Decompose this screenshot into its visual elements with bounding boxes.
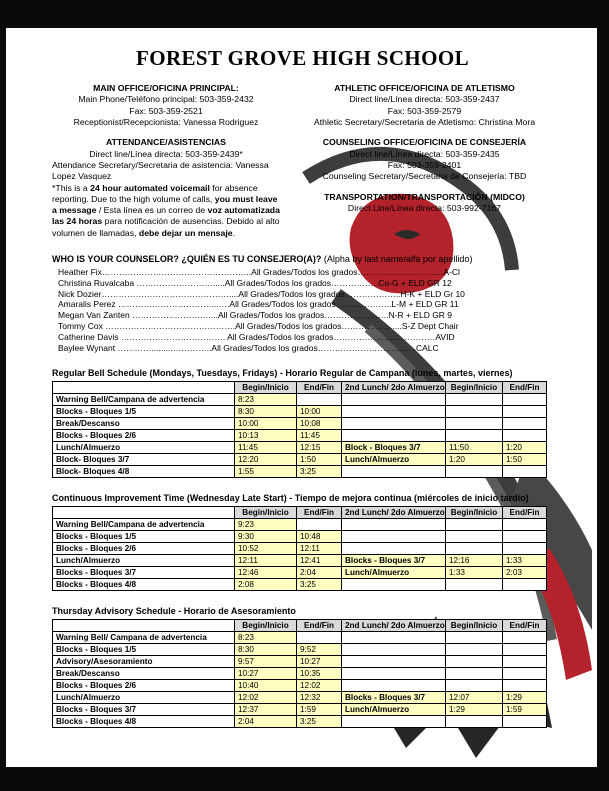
counselor-row: Heather Fix……………………………………………..All Grades/Todos los grados………………………....A-Cl — [58, 267, 460, 278]
attendance-note — [52, 183, 280, 240]
schedule-row-label: Blocks - Bloques 2/6 — [53, 680, 235, 692]
schedule-header-cell — [53, 620, 235, 632]
schedule-row-label: Blocks - Bloques 3/7 — [53, 567, 235, 579]
schedule-time-cell: 9:23 — [235, 519, 297, 531]
schedule-time-cell — [503, 644, 547, 656]
schedule-second-lunch-label — [342, 656, 446, 668]
attendance-note-segment: voz automatizada las 24 horas — [52, 205, 280, 227]
schedule-header-cell: 2nd Lunch/ 2do Almuerzo — [342, 620, 446, 632]
schedule-row — [53, 430, 547, 442]
schedule-row-label: Block- Bloques 3/7 — [53, 454, 235, 466]
schedule-time-cell — [503, 543, 547, 555]
schedule-time-cell: 1:50 — [297, 454, 342, 466]
schedule-second-lunch-label — [342, 430, 446, 442]
schedule-table — [52, 506, 547, 591]
schedule-time-cell — [503, 406, 547, 418]
schedule-time-cell: 12:11 — [297, 543, 342, 555]
schedule-time-cell: 1:29 — [503, 692, 547, 704]
schedule-row-label: Blocks - Bloques 1/5 — [53, 406, 235, 418]
schedule-header-row — [53, 620, 547, 632]
schedule-time-cell — [446, 632, 503, 644]
schedule-time-cell: 10:00 — [235, 418, 297, 430]
schedule-second-lunch-label: Lunch/Almuerzo — [342, 454, 446, 466]
schedule-time-cell — [446, 466, 503, 478]
schedule-row-label: Blocks - Bloques 1/5 — [53, 531, 235, 543]
counselor-row: Megan Van Zanten ………………………....All Grades/Todos los grados…………………..N-R + ELD GR 9 — [58, 310, 453, 321]
office-info-line: Receptionist/Recepcionista: Vanessa Rodriguez — [73, 116, 259, 127]
schedule-header-cell: End/Fin — [297, 507, 342, 519]
office-info-line: Direct line/Línea directa: 503-359-2437 — [349, 94, 500, 105]
office-info-line: Fax: 503-359-2521 — [129, 105, 203, 116]
schedule-time-cell: 10:13 — [235, 430, 297, 442]
office-info-line: Direct line/Línea directa: 503-359-2435 — [349, 148, 500, 159]
document-content — [6, 28, 597, 728]
schedule-second-lunch-label — [342, 394, 446, 406]
counselor-row: Tommy Cox ……………………………………….All Grades/Todos los grados………………....S-Z Dept Chair — [58, 320, 459, 331]
schedule-time-cell — [446, 668, 503, 680]
attendance-block — [52, 137, 280, 239]
office-column-left — [52, 83, 280, 248]
schedule-header-cell: End/Fin — [297, 620, 342, 632]
schedule-time-cell — [297, 394, 342, 406]
schedule-time-cell: 1:20 — [446, 454, 503, 466]
schedule-row-label: Blocks - Bloques 3/7 — [53, 704, 235, 716]
schedule-header-cell: End/Fin — [503, 382, 547, 394]
schedule-time-cell — [446, 406, 503, 418]
schedule-time-cell: 2:08 — [235, 579, 297, 591]
schedule-time-cell: 10:48 — [297, 531, 342, 543]
schedule-time-cell — [503, 656, 547, 668]
schedule-time-cell — [503, 519, 547, 531]
counselor-row: Baylee Wynant ………….........…………..All Grades/Todos los grados……………………………..CALC — [58, 342, 439, 353]
schedule-time-cell: 10:40 — [235, 680, 297, 692]
schedule-second-lunch-label — [342, 418, 446, 430]
schedule-section — [52, 606, 553, 728]
transportation-block — [296, 192, 553, 215]
schedule-row-label: Blocks - Bloques 2/6 — [53, 430, 235, 442]
transportation-lines — [296, 203, 553, 214]
attendance-heading: ATTENDANCE/ASISTENCIAS — [105, 137, 226, 148]
schedule-row-label: Advisory/Asesoramiento — [53, 656, 235, 668]
schedule-time-cell: 8:23 — [235, 394, 297, 406]
office-info-line: Direct Line/Línea directa: 503-992-7167 — [347, 202, 502, 213]
schedule-header-row — [53, 507, 547, 519]
schedule-table — [52, 381, 547, 478]
schedule-row — [53, 656, 547, 668]
schedule-time-cell — [297, 519, 342, 531]
schedule-row-label: Blocks - Bloques 2/6 — [53, 543, 235, 555]
schedule-row — [53, 442, 547, 454]
attendance-direct-line: Direct line/Línea directa: 503-359-2439* — [89, 148, 243, 159]
schedule-row — [53, 531, 547, 543]
counselor-section — [52, 254, 553, 353]
office-columns — [52, 83, 553, 248]
schedule-header-cell: Begin/Inicio — [446, 382, 503, 394]
schedule-row-label: Lunch/Almuerzo — [53, 692, 235, 704]
schedule-second-lunch-label — [342, 579, 446, 591]
schedule-time-cell — [503, 394, 547, 406]
office-info-line: Athletic Secretary/Secretaria de Atletismo: Christina Mora — [313, 116, 536, 127]
office-column-right — [296, 83, 553, 248]
schedule-section — [52, 368, 553, 478]
schedule-row — [53, 668, 547, 680]
schedule-second-lunch-label: Blocks - Bloques 3/7 — [342, 555, 446, 567]
schedule-time-cell — [503, 668, 547, 680]
schedule-second-lunch-label — [342, 644, 446, 656]
schedule-title: Regular Bell Schedule (Mondays, Tuesdays, Fridays) - Horario Regular de Campana (lunes, martes, viernes) — [52, 368, 513, 379]
schedule-row-label: Lunch/Almuerzo — [53, 442, 235, 454]
schedule-time-cell: 12:46 — [235, 567, 297, 579]
attendance-note-segment: para notificación de ausencias. Debido al alto volumen de llamadas, — [52, 216, 280, 238]
office-info-line: Main Phone/Teléfono principal: 503-359-2432 — [78, 94, 254, 105]
main-office-heading: MAIN OFFICE/OFICINA PRINCIPAL: — [93, 83, 239, 93]
attendance-note-segment: you must leave a message — [52, 193, 278, 216]
schedule-time-cell — [446, 543, 503, 555]
schedule-time-cell: 1:59 — [297, 704, 342, 716]
schedule-time-cell: 1:59 — [503, 704, 547, 716]
schedule-title: Continuous Improvement Time (Wednesday Late Start) - Tiempo de mejora continua (miércoles de inicio tardío) — [52, 493, 529, 504]
schedule-header-cell — [53, 507, 235, 519]
schedule-time-cell — [503, 716, 547, 728]
counselor-row: Catherine Davis ………………………………. All Grades/Todos los grados………………………………AVID — [58, 331, 455, 342]
schedule-second-lunch-label — [342, 680, 446, 692]
schedule-time-cell — [503, 430, 547, 442]
schedule-time-cell: 12:15 — [297, 442, 342, 454]
schedule-time-cell — [503, 466, 547, 478]
schedule-row-label: Lunch/Almuerzo — [53, 555, 235, 567]
athletic-office-heading: ATHLETIC OFFICE/OFICINA DE ATLETISMO — [334, 83, 515, 93]
schedule-time-cell — [446, 394, 503, 406]
schedule-row-label: Blocks - Bloques 4/8 — [53, 579, 235, 591]
schedule-time-cell: 8:30 — [235, 406, 297, 418]
schedule-header-cell: End/Fin — [297, 382, 342, 394]
schedule-time-cell: 10:35 — [297, 668, 342, 680]
schedule-time-cell: 12:07 — [446, 692, 503, 704]
schedule-row — [53, 692, 547, 704]
schedule-time-cell: 3:25 — [297, 716, 342, 728]
schedule-row — [53, 418, 547, 430]
schedule-time-cell: 9:52 — [297, 644, 342, 656]
schedule-row — [53, 680, 547, 692]
schedule-row-label: Block- Bloques 4/8 — [53, 466, 235, 478]
schedule-row — [53, 644, 547, 656]
schedule-time-cell: 1:50 — [503, 454, 547, 466]
schedule-time-cell: 2:04 — [297, 567, 342, 579]
schedule-second-lunch-label — [342, 466, 446, 478]
schedule-time-cell — [503, 418, 547, 430]
schedule-time-cell: 1:33 — [446, 567, 503, 579]
schedule-second-lunch-label: Blocks - Bloques 3/7 — [342, 692, 446, 704]
schedule-time-cell: 2:04 — [235, 716, 297, 728]
schedule-time-cell — [503, 579, 547, 591]
schedule-time-cell — [446, 680, 503, 692]
schedule-time-cell — [446, 656, 503, 668]
schedule-row — [53, 466, 547, 478]
schedule-time-cell: 10:00 — [297, 406, 342, 418]
schedule-row-label: Warning Bell/Campana de advertencia — [53, 519, 235, 531]
schedule-second-lunch-label — [342, 668, 446, 680]
schedule-time-cell — [446, 430, 503, 442]
schedule-header-cell: Begin/Inicio — [446, 620, 503, 632]
counseling-office-lines — [296, 149, 553, 183]
office-info-line: Counseling Secretary/Secretaria de Consejería: TBD — [322, 171, 527, 182]
schedule-time-cell: 12:41 — [297, 555, 342, 567]
schedule-row-label: Blocks - Bloques 1/5 — [53, 644, 235, 656]
schedule-time-cell: 9:30 — [235, 531, 297, 543]
attendance-secretary-line: Attendance Secretary/Secretaria de asistencia: Vanessa Lopez Vasquez — [52, 159, 269, 182]
schedule-time-cell — [446, 644, 503, 656]
schedule-row — [53, 543, 547, 555]
attendance-note-segment: 24 hour automated voicemail — [90, 182, 210, 193]
schedule-time-cell: 11:45 — [235, 442, 297, 454]
main-office-block — [52, 83, 280, 128]
schedules — [52, 368, 553, 728]
schedule-header-cell: 2nd Lunch/ 2do Almuerzo — [342, 507, 446, 519]
schedule-time-cell: 1:55 — [235, 466, 297, 478]
office-info-line: Fax: 503-359-2579 — [387, 105, 462, 116]
schedule-time-cell: 3:25 — [297, 579, 342, 591]
schedule-time-cell: 12:20 — [235, 454, 297, 466]
schedule-header-cell: Begin/Inicio — [235, 382, 297, 394]
schedule-time-cell — [446, 716, 503, 728]
attendance-note-segment: for absence reporting. Due to the high volume of calls, — [52, 182, 258, 204]
schedule-row — [53, 567, 547, 579]
schedule-section — [52, 493, 553, 591]
page-title: FOREST GROVE HIGH SCHOOL — [135, 46, 470, 70]
schedule-row-label: Break/Descanso — [53, 418, 235, 430]
counselor-heading-normal: (Alpha by last name/alfa por apellido) — [321, 254, 473, 265]
schedule-row — [53, 704, 547, 716]
counselor-row: Nick Dozier………………………………………....All Grades/Todos los grados………………..H-K + ELD Gr 10 — [58, 288, 465, 299]
schedule-time-cell: 12:02 — [235, 692, 297, 704]
schedule-second-lunch-label: Lunch/Almuerzo — [342, 567, 446, 579]
schedule-time-cell: 9:57 — [235, 656, 297, 668]
schedule-second-lunch-label — [342, 406, 446, 418]
schedule-header-cell — [53, 382, 235, 394]
schedule-time-cell: 3:25 — [297, 466, 342, 478]
counselor-list — [52, 267, 553, 353]
schedule-time-cell — [297, 632, 342, 644]
schedule-time-cell — [446, 519, 503, 531]
transportation-heading: TRANSPORTATION/TRANSPORTACIÓN (MIDCO) — [324, 191, 525, 202]
schedule-row — [53, 555, 547, 567]
counselor-heading — [52, 254, 553, 264]
schedule-second-lunch-label — [342, 531, 446, 543]
schedule-time-cell: 10:27 — [235, 668, 297, 680]
schedule-time-cell: 11:45 — [297, 430, 342, 442]
schedule-header-cell: 2nd Lunch/ 2do Almuerzo — [342, 382, 446, 394]
schedule-time-cell: 10:27 — [297, 656, 342, 668]
schedule-row-label: Break/Descanso — [53, 668, 235, 680]
schedule-second-lunch-label — [342, 519, 446, 531]
counseling-office-block — [296, 137, 553, 182]
schedule-header-cell: End/Fin — [503, 620, 547, 632]
attendance-note-segment: *This is a — [52, 182, 91, 193]
schedule-row — [53, 454, 547, 466]
schedule-time-cell: 8:23 — [235, 632, 297, 644]
athletic-office-block — [296, 83, 553, 128]
schedule-time-cell: 10:52 — [235, 543, 297, 555]
schedule-header-cell: Begin/Inicio — [446, 507, 503, 519]
schedule-table — [52, 619, 547, 728]
schedule-time-cell: 12:16 — [446, 555, 503, 567]
schedule-row — [53, 519, 547, 531]
office-info-line: Fax: 503-359-2401 — [387, 159, 462, 170]
schedule-row — [53, 406, 547, 418]
attendance-note-segment: debe dejar un mensaje — [138, 227, 233, 238]
schedule-header-cell: End/Fin — [503, 507, 547, 519]
schedule-time-cell — [503, 531, 547, 543]
schedule-second-lunch-label: Lunch/Almuerzo — [342, 704, 446, 716]
schedule-time-cell — [446, 531, 503, 543]
main-office-lines — [52, 94, 280, 128]
schedule-row — [53, 716, 547, 728]
schedule-time-cell: 1:20 — [503, 442, 547, 454]
schedule-time-cell: 8:30 — [235, 644, 297, 656]
schedule-time-cell: 12:11 — [235, 555, 297, 567]
schedule-header-cell: Begin/Inicio — [235, 507, 297, 519]
schedule-row — [53, 579, 547, 591]
attendance-note-segment: / Esta línea es un correo de — [96, 205, 208, 216]
counselor-row: Amaralis Perez ……………………………...….All Grades/Todos los grados………………..L-M + ELD GR 11 — [58, 299, 459, 310]
schedule-header-row — [53, 382, 547, 394]
schedule-row-label: Warning Bell/ Campana de advertencia — [53, 632, 235, 644]
athletic-office-lines — [296, 94, 553, 128]
schedule-time-cell: 2:03 — [503, 567, 547, 579]
counseling-office-heading: COUNSELING OFFICE/OFICINA DE CONSEJERÍA — [322, 137, 527, 148]
counselor-row: Christina Ruvalcaba ……………………….....All Grades/Todos los grados……………..Co-G + ELD GR 12 — [58, 277, 452, 288]
schedule-time-cell — [503, 680, 547, 692]
schedule-second-lunch-label — [342, 543, 446, 555]
schedule-row-label: Warning Bell/Campana de advertencia — [53, 394, 235, 406]
schedule-header-cell: Begin/Inicio — [235, 620, 297, 632]
schedule-time-cell: 11:50 — [446, 442, 503, 454]
schedule-row — [53, 394, 547, 406]
schedule-time-cell — [503, 632, 547, 644]
schedule-row — [53, 632, 547, 644]
schedule-time-cell — [446, 418, 503, 430]
schedule-time-cell: 12:02 — [297, 680, 342, 692]
schedule-time-cell: 12:37 — [235, 704, 297, 716]
schedule-row-label: Blocks - Bloques 4/8 — [53, 716, 235, 728]
schedule-second-lunch-label: Block - Bloques 3/7 — [342, 442, 446, 454]
schedule-time-cell: 1:33 — [503, 555, 547, 567]
document-page — [6, 28, 597, 767]
schedule-second-lunch-label — [342, 716, 446, 728]
schedule-time-cell — [446, 579, 503, 591]
schedule-time-cell: 12:32 — [297, 692, 342, 704]
schedule-time-cell: 1:29 — [446, 704, 503, 716]
attendance-note-segment: . — [232, 227, 236, 238]
schedule-second-lunch-label — [342, 632, 446, 644]
schedule-time-cell: 10:08 — [297, 418, 342, 430]
schedule-title: Thursday Advisory Schedule - Horario de Asesoramiento — [52, 606, 296, 617]
counselor-heading-bold: WHO IS YOUR COUNSELOR? ¿QUIÉN ES TU CONSEJERO(A)? — [52, 254, 322, 265]
